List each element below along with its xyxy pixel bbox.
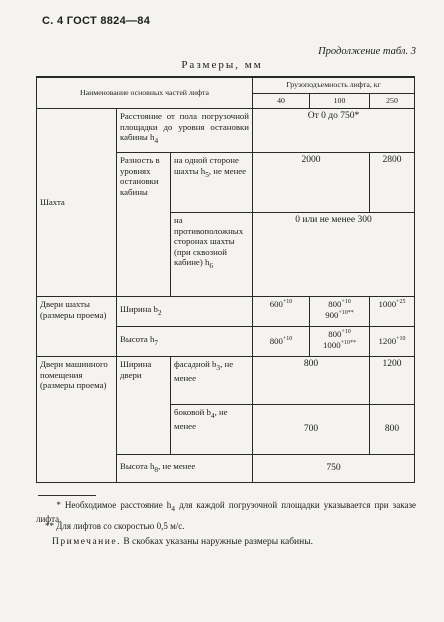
column-header-part-names: Наименование основных частей лифта	[37, 77, 253, 109]
table-header-row	[37, 77, 415, 93]
footnote-1-text-a: * Необходимое расстояние h	[56, 500, 172, 510]
cell-distance-value: От 0 до 750*	[253, 109, 415, 153]
value: 800	[328, 329, 342, 339]
tolerance: +10	[282, 336, 293, 343]
row-label-machine-room-doors: Двери машинного помещения (размеры проема)	[37, 357, 117, 483]
height-subscript: 8	[154, 465, 159, 475]
shaft-door-height-text: Высота h	[120, 334, 155, 345]
shaft-door-width-text: Ширина b	[120, 304, 158, 315]
height-label-text: Высота h	[120, 461, 155, 472]
height-tail: , не менее	[158, 461, 196, 472]
value: 800	[269, 336, 283, 347]
cell-distance-label	[117, 109, 253, 153]
cell-shaft-door-height-250	[370, 327, 415, 357]
footnote-1-text-b: для каждой погрузочной площадки указывается при заказе лифта.	[36, 500, 417, 524]
cell-one-side-250: 2800	[370, 153, 415, 213]
cell-shaft-door-height-label	[117, 327, 253, 357]
shaft-door-width-subscript: 2	[157, 308, 162, 318]
cell-one-side-40-100: 2000	[253, 153, 370, 213]
cell-shaft-door-height-40	[253, 327, 310, 357]
one-side-label-text: на одной стороне шахты h	[174, 155, 239, 176]
table-continuation-title: Продолжение табл. 3	[318, 46, 416, 57]
row-label-shaft	[37, 109, 117, 297]
table-row	[37, 297, 415, 327]
front-label-text: фасадной b	[174, 359, 217, 369]
front-subscript: 3	[216, 362, 221, 372]
cell-opposite-label	[171, 213, 253, 297]
tolerance: +10	[282, 299, 293, 306]
column-header-250: 250	[370, 93, 415, 109]
column-header-capacity: Грузоподъемность лифта, кг	[253, 77, 415, 93]
column-header-100: 100	[310, 93, 370, 109]
tolerance: +10	[396, 336, 406, 343]
tolerance: +10**	[338, 309, 354, 316]
cell-diff-label: Разность в уровнях остановки кабины	[117, 153, 171, 297]
cell-shaft-door-width-label	[117, 297, 253, 327]
tolerance: +25	[396, 299, 406, 306]
one-side-tail: , не менее	[208, 165, 247, 176]
value: 600	[269, 299, 283, 309]
tolerance: +10	[341, 329, 351, 336]
cell-shaft-door-width-40	[253, 297, 310, 327]
value: 1000	[378, 299, 397, 309]
cell-opposite-value: 0 или не менее 300	[253, 213, 415, 297]
cell-machine-door-height-label	[117, 455, 253, 483]
distance-label-subscript: 4	[154, 135, 159, 145]
footnote-2	[36, 521, 416, 532]
cell-shaft-door-width-250	[370, 297, 415, 327]
column-header-40: 40	[253, 93, 310, 109]
table-row	[37, 357, 415, 405]
cell-one-side-label	[171, 153, 253, 213]
value: 1200	[378, 336, 397, 347]
side-subscript: 4	[210, 410, 215, 420]
cell-front-250: 1200	[370, 357, 415, 405]
opposite-subscript: 6	[209, 260, 214, 270]
footnote-divider	[38, 495, 96, 496]
cell-side-250: 800	[370, 405, 415, 455]
table-note	[52, 537, 412, 547]
front-tail: , не менее	[174, 359, 234, 384]
footnote-1-subscript: 4	[171, 503, 176, 513]
value: 800	[328, 299, 342, 309]
distance-label-text: Расстояние от пола погрузочной площадки до уровня остановки кабины h	[120, 111, 250, 142]
page-header-left: С. 4 ГОСТ 8824—84	[42, 15, 151, 27]
side-label-text: боковой b	[174, 407, 211, 417]
table-caption: Размеры, мм	[181, 59, 263, 71]
shaft-door-height-subscript: 7	[154, 338, 159, 348]
cell-shaft-door-height-100	[310, 327, 370, 357]
side-tail: , не менее	[174, 407, 228, 432]
cell-side-door-label	[171, 405, 253, 455]
cell-machine-door-height-value: 750	[253, 455, 415, 483]
shaft-label: Шахта	[40, 197, 65, 208]
cell-front-40-100: 800	[253, 357, 370, 405]
one-side-subscript: 5	[205, 169, 209, 179]
cell-door-width-label: Ширина двери	[117, 357, 171, 455]
value: 900	[325, 309, 339, 320]
tolerance: +10	[341, 299, 351, 306]
table-row	[37, 109, 415, 153]
footnote-2-text: ** Для лифтов со скоростью 0,5 м/с.	[45, 521, 185, 531]
cell-front-door-label	[171, 357, 253, 405]
value: 1000	[323, 339, 341, 350]
note-label: Примечание.	[52, 537, 121, 547]
lift-dimensions-table	[36, 76, 415, 483]
cell-side-40-100: 700	[253, 405, 370, 455]
opposite-label-text: на противоположных сторонах шахты (при сквозной кабине) h	[174, 215, 244, 267]
cell-shaft-door-width-100	[310, 297, 370, 327]
row-label-shaft-doors: Двери шахты (размеры проема)	[37, 297, 117, 357]
tolerance: +10**	[340, 339, 356, 346]
note-text: В скобках указаны наружные размеры кабины.	[120, 537, 313, 547]
